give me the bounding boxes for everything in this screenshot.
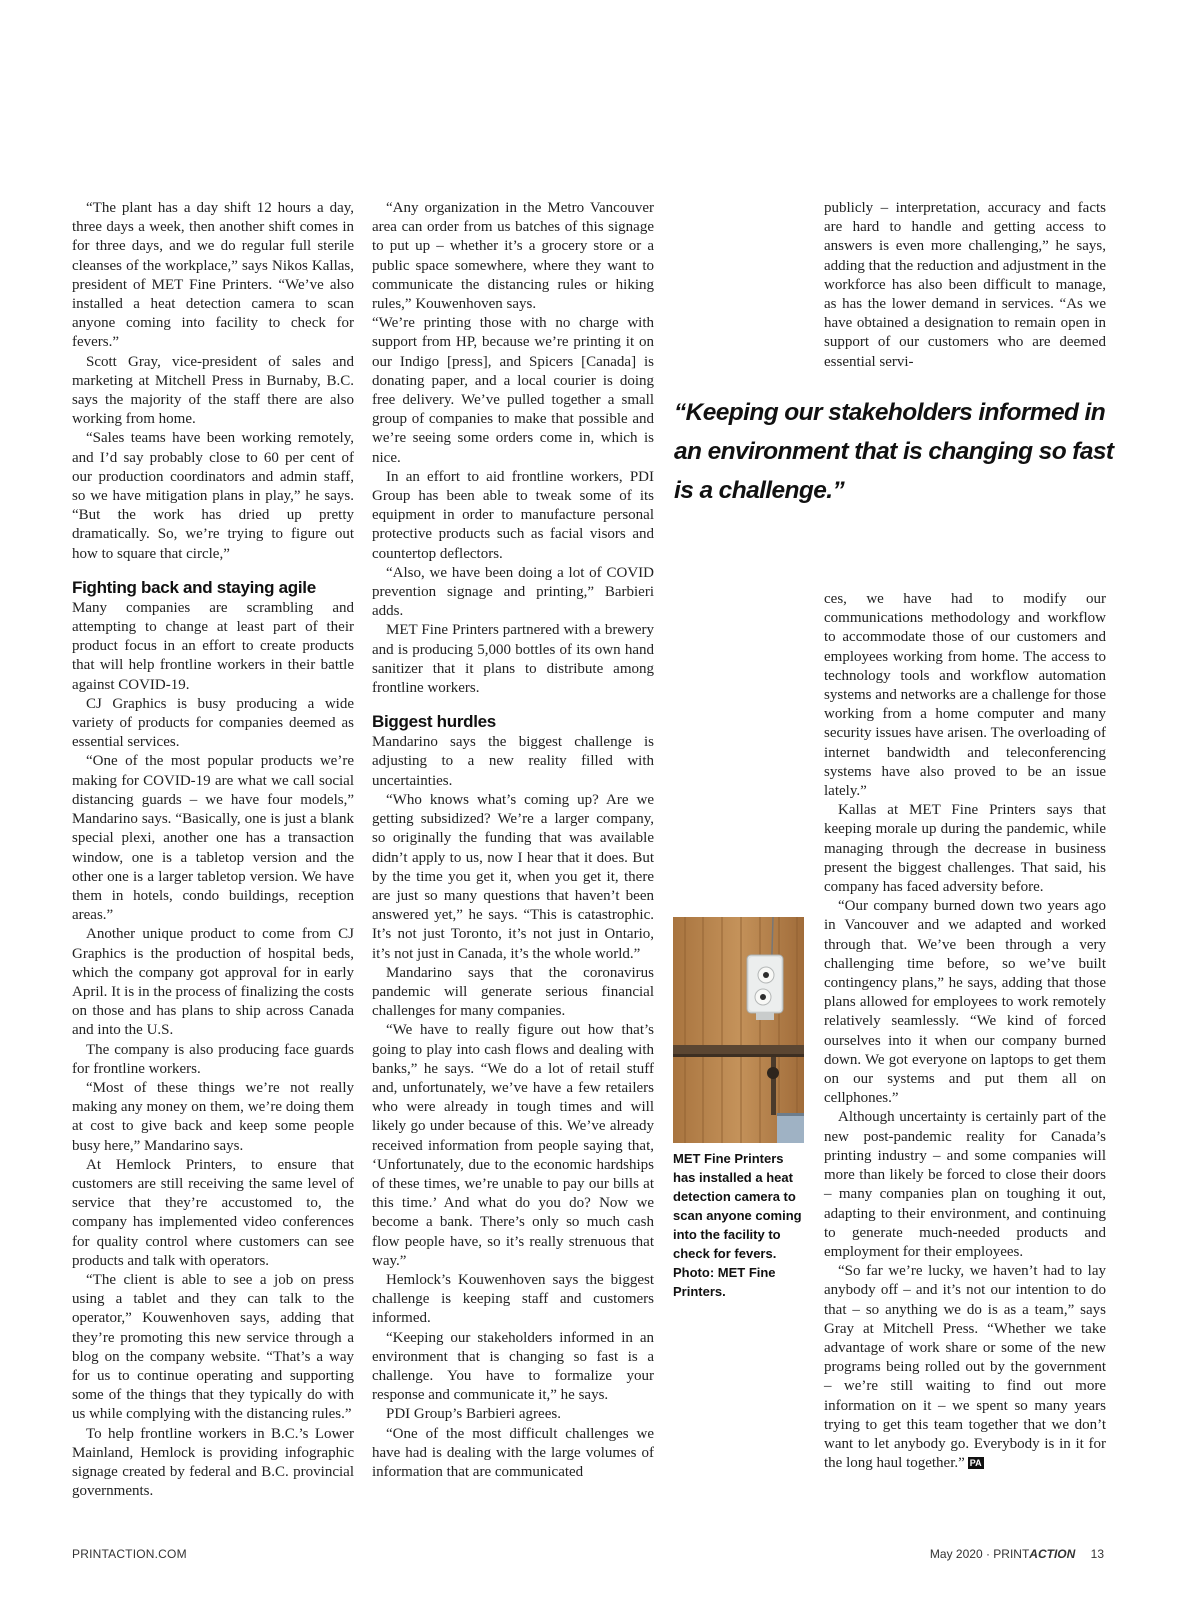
article-column-2 xyxy=(372,199,654,1482)
paragraph: MET Fine Printers partnered with a brewery and is producing 5,000 bottles of its own hand sanitizer that it plans to distribute among frontline workers. xyxy=(372,622,654,697)
paragraph: ces, we have had to modify our communications methodology and workflow to accommodate those of our customers and employees working from home. The access to technology tools and workflow automation systems and networks are a challenge for those working from a home computer and many security issues have arisen. The overloading of internet bandwidth and teleconferencing systems have also proved to be an issue lately.” xyxy=(824,591,1106,800)
footer-brand: ACTION xyxy=(1029,1547,1076,1561)
paragraph: “Most of these things we’re not really making any money on them, we’re doing them at cost to give back and keep some people busy here,” Mandarino says. xyxy=(72,1079,354,1154)
paragraph: “We have to really figure out how that’s going to play into cash flows and dealing with banks,” he says. “We do a lot of retail stuff and, unfortunately, we’ve have a few retailers who were already in tough times and will likely go under because of this. We’ve already received information from people saying that, ‘Unfortunately, due to the economic hardships of these times, we’re unable to pay our bills at this time.’ And what do you do? Now we become a bank. There’s only so much cash flow people have, so it’s really strenuous that way.” xyxy=(372,1022,654,1269)
article-column-3-top xyxy=(824,199,1106,372)
section-heading: Fighting back and staying agile xyxy=(72,577,316,597)
pull-quote: “Keeping our stakeholders informed in an environment that is changing so fast is a challenge.” xyxy=(674,399,1114,504)
paragraph: Hemlock’s Kouwenhoven says the biggest challenge is keeping staff and customers informed. xyxy=(372,1271,654,1327)
paragraph: publicly – interpretation, accuracy and facts are hard to handle and getting access to answers is even more challenging,” he says, adding that the reduction and adjustment in the workforce has also been difficult to manage, as has the lower demand in services. “As we have obtained a designation to remain open in support of our customers who are deemed essential servi- xyxy=(824,200,1107,370)
paragraph-text: “So far we’re lucky, we haven’t had to lay anybody off – and it’s not our intention to do that – so anything we do is as a team,” says Gray at Mitchell Press. “Whether we take advantage of work share or some of the new programs being rolled out by the government – we’re still waiting to find out more information on it – we spent so many years trying to get this team together that we don’t want to let anybody go. Everybody is in it for the long haul together.” xyxy=(824,1263,1106,1472)
paragraph: Mandarino says the biggest challenge is adjusting to a new reality filled with uncertainties. xyxy=(372,734,654,789)
paragraph: “Sales teams have been working remotely, and I’d say probably close to 60 per cent of our production coordinators and admin staff, so we have mitigation plans in play,” he says. “But the work has dried up pretty dramatically. So, we’re trying to figure out how to square that circle,” xyxy=(72,430,354,562)
footer-folio xyxy=(930,1547,1104,1561)
paragraph: “The client is able to see a job on press using a tablet and they can talk to the operator,” Kouwenhoven says, adding that they’re promoting this new service through a blog on the company website. “That’s a way for us to continue operating and supporting some of the things that they typically do with us while complying with the distancing rules.” xyxy=(72,1271,354,1423)
paragraph: “Also, we have been doing a lot of COVID prevention signage and printing,” Barbieri adds. xyxy=(372,564,654,620)
paragraph: Although uncertainty is certainly part of the new post-pandemic reality for Canada’s printing industry – and some companies will more than likely be forced to close their doors – many companies plan on toughing it out, adapting to their environment, and continuing to generate much-needed products and employment for their employees. xyxy=(824,1109,1106,1260)
paragraph: PDI Group’s Barbieri agrees. xyxy=(386,1406,561,1423)
paragraph: “One of the most popular products we’re making for COVID-19 are what we call social distancing guards – we have four models,” Mandarino says. “Basically, one is just a blank special plexi, another one has a transaction window, one is a tabletop version and the other one is a larger tabletop version. We have them in hotels, condo buildings, reception areas.” xyxy=(72,753,354,924)
section-heading: Biggest hurdles xyxy=(372,712,496,732)
paragraph: “We’re printing those with no charge with support from HP, because we’re printing it on our Indigo [press], and Spicers [Canada] is donating paper, and a local courier is doing free delivery. We’ve pulled together a small group of companies to make that possible and we’re seeing some orders come in, which is nice. xyxy=(372,315,654,466)
paragraph: To help frontline workers in B.C.’s Lower Mainland, Hemlock is providing infographic signage created by federal and B.C. provincial governments. xyxy=(72,1425,354,1500)
page-number: 13 xyxy=(1090,1547,1104,1561)
paragraph: CJ Graphics is busy producing a wide variety of products for companies deemed as essential services. xyxy=(72,695,354,751)
paragraph: “Who knows what’s coming up? Are we getting subsidized? We’re a larger company, so originally the funding that was available didn’t apply to us, now I hear that it does. But by the time you get it, when you get it, there are just so many questions that haven’t been answered yet,” he says. “This is catastrophic. It’s not just Toronto, it’s not just in Ontario, it’s not just in Canada, it’s the whole world.” xyxy=(372,791,654,962)
paragraph: Another unique product to come from CJ Graphics is the production of hospital beds, which the company got approval for in early April. It is in the process of finalizing the costs on those and has plans to ship across Canada and into the U.S. xyxy=(72,926,354,1039)
paragraph: “Keeping our stakeholders informed in an environment that is changing so fast is a challenge. You have to formalize your response and communicate it,” he says. xyxy=(372,1329,654,1404)
photo-caption: MET Fine Printers has installed a heat detection camera to scan anyone coming into the facility to check for fevers. Photo: MET Fine Printers. xyxy=(673,1151,802,1299)
article-column-3-bottom xyxy=(824,590,1106,1473)
photo-illustration xyxy=(673,917,804,1143)
paragraph: “The plant has a day shift 12 hours a day, three days a week, then another shift comes in for three days, and we do regular full sterile cleanses of the workplace,” says Nikos Kallas, president of MET Fine Printers. “We’ve also installed a heat detection camera to scan anyone coming into facility to check for fevers.” xyxy=(72,200,354,351)
footer-date: May 2020 · PRINT xyxy=(929,1547,1030,1561)
paragraph: Kallas at MET Fine Printers says that keeping morale up during the pandemic, while managing through the decrease in business present the biggest challenges. That said, his company has faced adversity before. xyxy=(824,802,1106,896)
heat-camera-photo xyxy=(673,917,804,1143)
paragraph: At Hemlock Printers, to ensure that customers are still receiving the same level of service that they’re accustomed to, the company has implemented video conferences for quality control where customers can see products and talk with operators. xyxy=(72,1156,354,1269)
paragraph: “Our company burned down two years ago in Vancouver and we adapted and worked through that. We’ve been through a very challenging time before, so we’ve built contingency plans,” he says, adding that those plans allowed for employees to work remotely relatively seamlessly. “We kind of forced ourselves into it when our company burned down. We got everyone on laptops to get them on our systems and put them all on cellphones.” xyxy=(824,898,1106,1107)
paragraph: Scott Gray, vice-president of sales and marketing at Mitchell Press in Burnaby, B.C. says the majority of the staff there are also working from home. xyxy=(72,353,354,428)
paragraph: “One of the most difficult challenges we have had is dealing with the large volumes of information that are communicated xyxy=(372,1425,654,1480)
paragraph: Many companies are scrambling and attempting to change at least part of their product focus in an effort to create products that will help frontline workers in their battle against COVID-19. xyxy=(72,599,354,693)
paragraph: In an effort to aid frontline workers, PDI Group has been able to tweak some of its equipment in order to manufacture personal protective products such as facial visors and countertop deflectors. xyxy=(372,468,654,562)
footer-site: PRINTACTION.COM xyxy=(72,1547,187,1561)
end-mark: PA xyxy=(969,1458,982,1469)
paragraph: The company is also producing face guards for frontline workers. xyxy=(72,1041,354,1077)
paragraph xyxy=(824,1262,1106,1473)
article-column-1 xyxy=(72,199,354,1501)
paragraph: “Any organization in the Metro Vancouver area can order from us batches of this signage to put up – whether it’s a grocery store or a public space somewhere, where they want to communicate the distancing rules or hiking rules,” Kouwenhoven says. xyxy=(372,200,654,313)
paragraph: Mandarino says that the coronavirus pandemic will generate serious financial challenges for many companies. xyxy=(372,964,654,1020)
